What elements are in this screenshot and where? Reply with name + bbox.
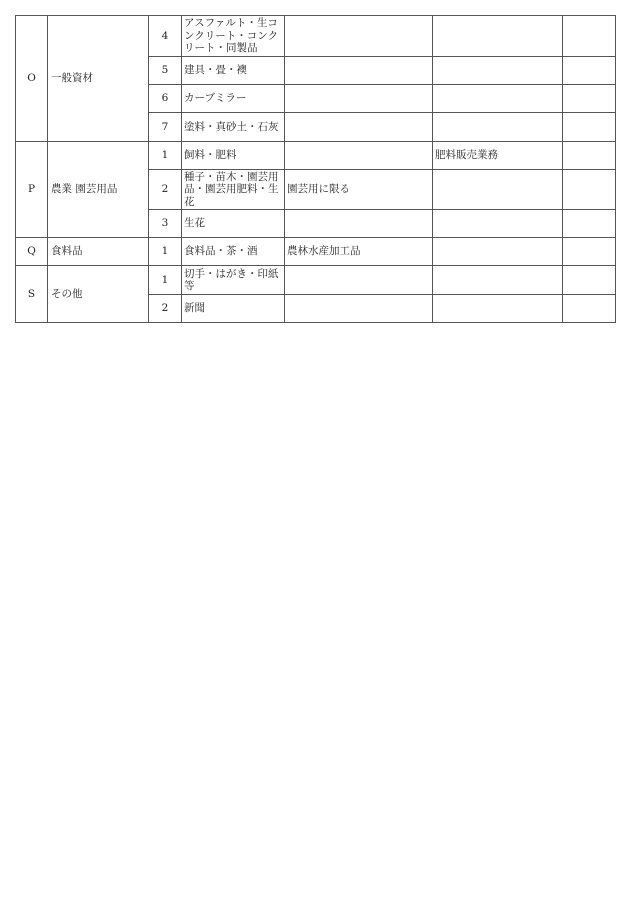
item-note [285, 113, 433, 142]
group-code: Q [16, 238, 48, 266]
item-name: 飼料・肥料 [182, 142, 285, 170]
item-extra [563, 142, 616, 170]
item-license [433, 170, 563, 210]
item-license [433, 113, 563, 142]
item-license [433, 238, 563, 266]
group-name: 食料品 [48, 238, 149, 266]
item-extra [563, 295, 616, 323]
item-number: 1 [149, 238, 182, 266]
group-name: その他 [48, 266, 149, 323]
group-name: 農業 園芸用品 [48, 142, 149, 238]
item-extra [563, 57, 616, 85]
item-license [433, 16, 563, 57]
item-extra [563, 85, 616, 113]
item-extra [563, 210, 616, 238]
item-extra [563, 238, 616, 266]
item-number: 2 [149, 295, 182, 323]
item-license [433, 295, 563, 323]
table-row [16, 16, 616, 57]
item-note: 農林水産加工品 [285, 238, 433, 266]
item-name: 種子・苗木・園芸用品・園芸用肥料・生花 [182, 170, 285, 210]
item-name: カーブミラー [182, 85, 285, 113]
group-code: S [16, 266, 48, 323]
item-extra [563, 16, 616, 57]
item-name: 塗料・真砂土・石灰 [182, 113, 285, 142]
item-extra [563, 113, 616, 142]
item-note [285, 85, 433, 113]
item-number: 4 [149, 16, 182, 57]
group-code: O [16, 16, 48, 142]
item-name: 切手・はがき・印紙等 [182, 266, 285, 295]
item-note [285, 16, 433, 57]
item-license [433, 85, 563, 113]
category-table [15, 15, 616, 323]
item-number: 1 [149, 266, 182, 295]
item-number: 7 [149, 113, 182, 142]
item-note [285, 266, 433, 295]
item-extra [563, 170, 616, 210]
item-number: 3 [149, 210, 182, 238]
item-note [285, 210, 433, 238]
item-number: 6 [149, 85, 182, 113]
item-license [433, 210, 563, 238]
item-name: 新聞 [182, 295, 285, 323]
item-license: 肥料販売業務 [433, 142, 563, 170]
item-number: 2 [149, 170, 182, 210]
group-code: P [16, 142, 48, 238]
item-name: 食料品・茶・酒 [182, 238, 285, 266]
item-note: 園芸用に限る [285, 170, 433, 210]
item-note [285, 57, 433, 85]
table-row [16, 238, 616, 266]
item-name: 建具・畳・襖 [182, 57, 285, 85]
item-number: 1 [149, 142, 182, 170]
item-note [285, 295, 433, 323]
item-license [433, 266, 563, 295]
group-name: 一般資材 [48, 16, 149, 142]
item-note [285, 142, 433, 170]
item-name: 生花 [182, 210, 285, 238]
item-license [433, 57, 563, 85]
item-name: アスファルト・生コンクリート・コンクリート・同製品 [182, 16, 285, 57]
item-extra [563, 266, 616, 295]
item-number: 5 [149, 57, 182, 85]
table-row [16, 142, 616, 170]
table-row [16, 266, 616, 295]
